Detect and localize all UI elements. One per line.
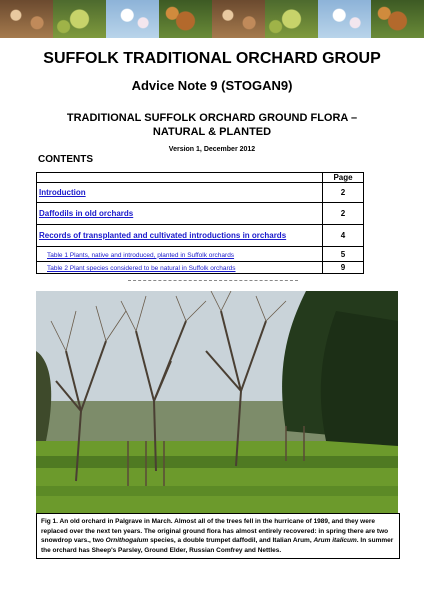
- caption-italic-arum: Arum italicum: [313, 537, 357, 544]
- caption-text-a: Fig 1. An old orchard in Palgrave in March. Almost all of the trees fell in the hurricane of 1989, and they were replaced over the next ten years. The original ground flora has almost entirely recovered: in spring there are two snowdrop vars., two: [41, 518, 389, 544]
- toc-page-number: 2: [323, 203, 364, 225]
- fruit-photo: [371, 0, 424, 38]
- header-banner: [0, 0, 424, 38]
- toc-link-table-2[interactable]: Table 2 Plant species considered to be natural in Suffolk orchards: [47, 265, 236, 272]
- dotted-divider: [128, 280, 298, 281]
- apple-photo: [53, 0, 106, 38]
- toc-row: [37, 247, 323, 262]
- document-title: [0, 111, 424, 139]
- blossom-photo: [106, 0, 159, 38]
- toc-row: [37, 262, 323, 274]
- contents-heading: CONTENTS: [38, 154, 93, 165]
- contents-table: [36, 172, 364, 274]
- toc-page-number: 4: [323, 225, 364, 247]
- toc-blank-cell: [37, 173, 323, 183]
- org-title: SUFFOLK TRADITIONAL ORCHARD GROUP: [43, 50, 381, 67]
- title-line-2: NATURAL & PLANTED: [152, 126, 272, 138]
- toc-page-number: 9: [323, 262, 364, 274]
- page-column-header: Page: [323, 173, 364, 183]
- orchard-photo: [36, 291, 398, 513]
- toc-link-introduction[interactable]: Introduction: [39, 188, 86, 197]
- toc-link-records[interactable]: Records of transplanted and cultivated introductions in orchards: [39, 231, 287, 240]
- blossom-photo: [318, 0, 371, 38]
- advice-number: Advice Note 9 (STOGAN9): [131, 78, 293, 93]
- hazelnut-photo: [0, 0, 53, 38]
- toc-link-table-1[interactable]: Table 1 Plants, native and introduced, planted in Suffolk orchards: [47, 251, 235, 259]
- toc-page-number: 2: [323, 183, 364, 203]
- toc-link-daffodils[interactable]: Daffodils in old orchards: [39, 209, 134, 218]
- toc-page-number: 5: [323, 247, 364, 262]
- fruit-photo: [159, 0, 212, 38]
- apple-photo: [265, 0, 318, 38]
- caption-text-c: . In summer the orchard has Sheep's Parsley, Ground Elder, Russian Comfrey and Nettles.: [41, 537, 394, 554]
- title-line-1: TRADITIONAL SUFFOLK ORCHARD GROUND FLORA –: [66, 112, 358, 124]
- caption-italic-ornithogalum: Ornithogalum: [105, 537, 149, 544]
- figure-caption: [36, 513, 400, 559]
- hazelnut-photo: [212, 0, 265, 38]
- orchard-illustration: [36, 291, 398, 513]
- toc-row: [37, 225, 323, 247]
- toc-row: [37, 183, 323, 203]
- version-text: Version 1, December 2012: [168, 146, 256, 153]
- caption-text-b: species, a double trumpet daffodil, and Italian Arum,: [148, 537, 314, 544]
- toc-row: [37, 203, 323, 225]
